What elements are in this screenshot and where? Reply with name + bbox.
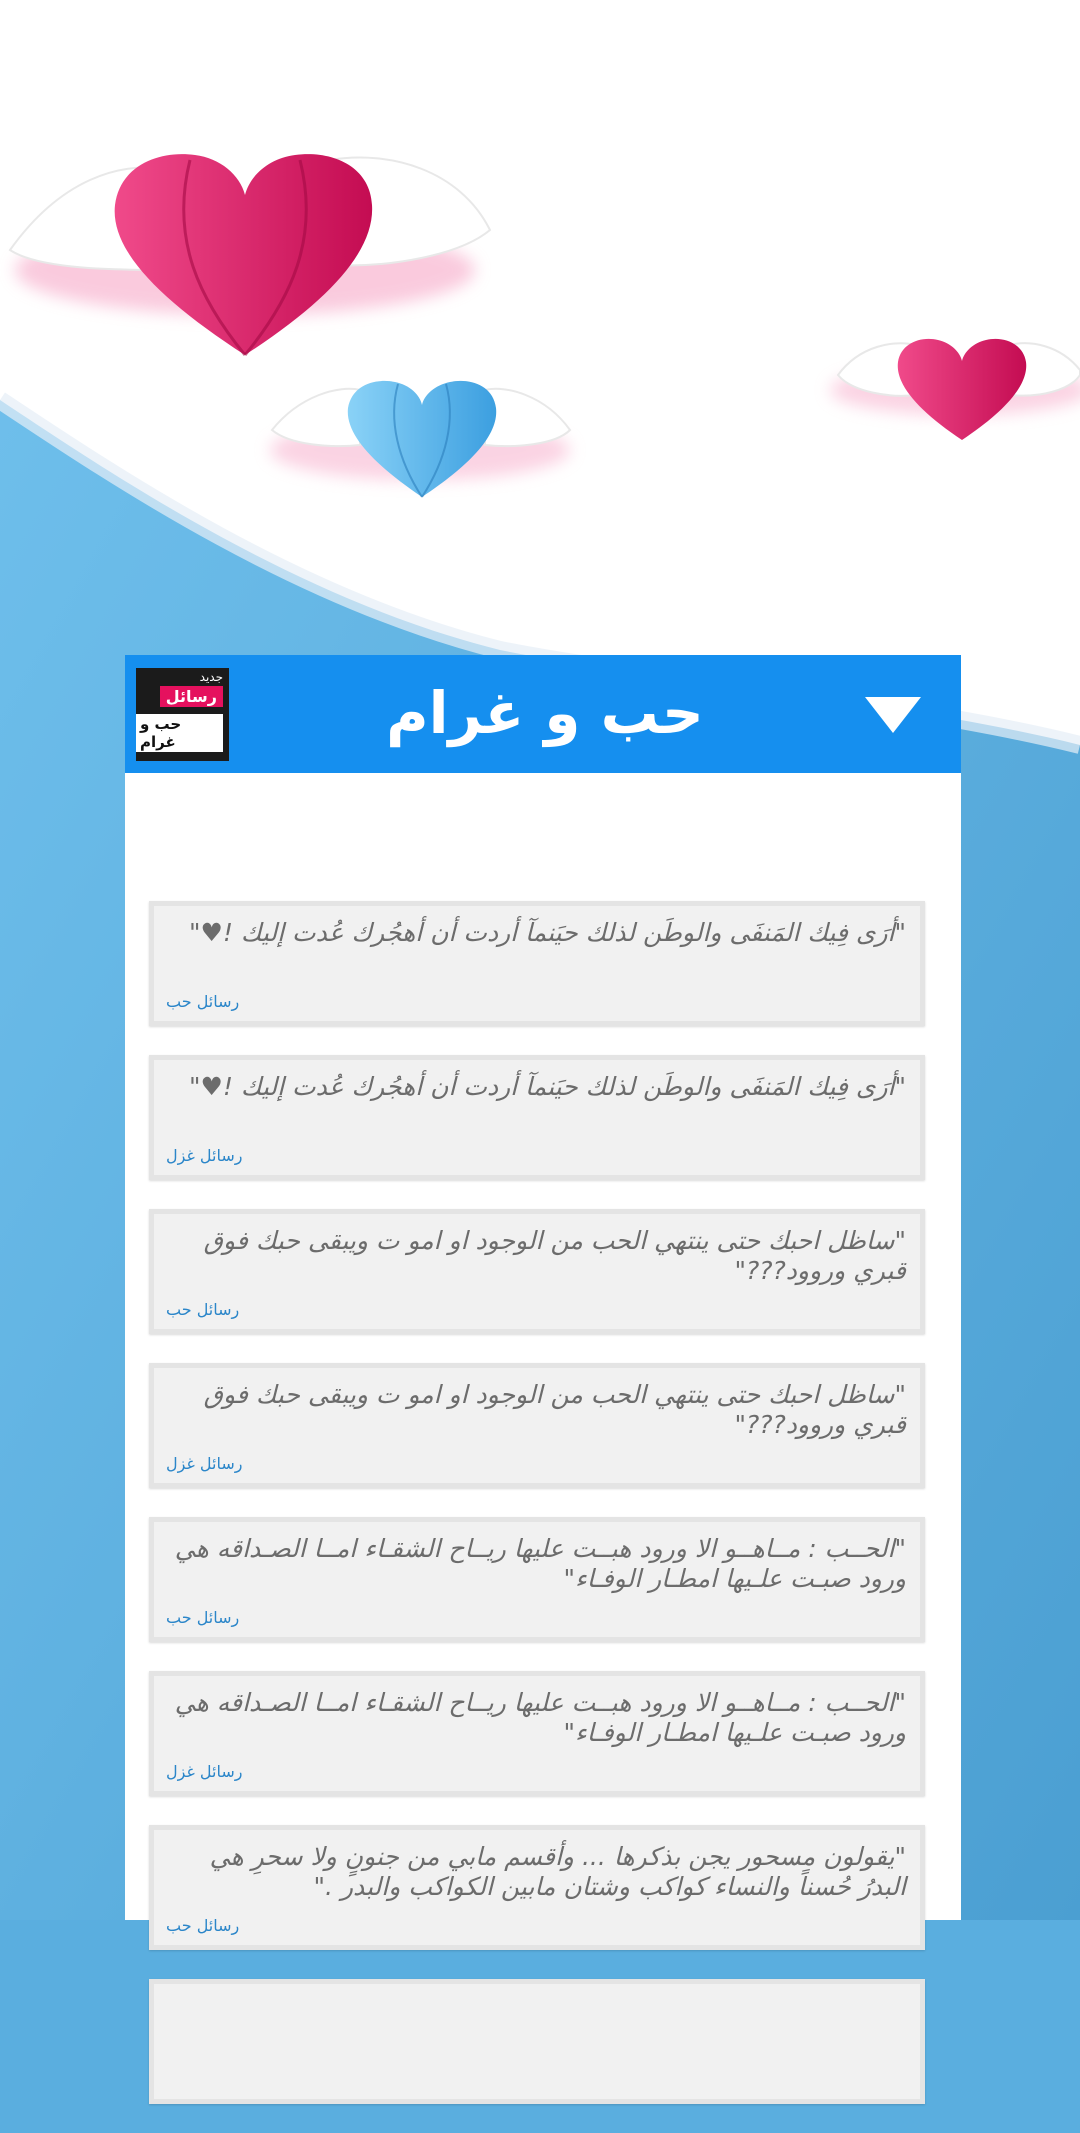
- message-text: "ساظل احبك حتى ينتهي الحب من الوجود او امو ت ويبقى حبك فوق قبري وروود???": [203, 1380, 906, 1439]
- message-text: "أرَى فِيك المَنفَى والوطَن لذلك حيَنمآ أردت أن أهجُرك عُدت إليك !♥": [189, 918, 906, 947]
- logo-new-label: جديد: [199, 670, 223, 684]
- message-text: "الحــب : مــاهــو الا ورود هبــت عليها ريــاح الشقـاء امــا الصـداقه هي ورود صبـت علـيها امطـار الوفـاء": [174, 1534, 906, 1593]
- logo-love-label: حب و غرام: [136, 714, 223, 752]
- message-card-partial[interactable]: [149, 1979, 925, 2104]
- message-text: "الحــب : مــاهــو الا ورود هبــت عليها ريــاح الشقـاء امــا الصـداقه هي ورود صبـت علـيها امطـار الوفـاء": [174, 1688, 906, 1747]
- app-bar: [125, 655, 961, 773]
- message-category[interactable]: رسائل غزل: [166, 1454, 243, 1473]
- message-category[interactable]: رسائل غزل: [166, 1762, 243, 1781]
- message-category[interactable]: رسائل حب: [166, 1608, 240, 1627]
- message-card[interactable]: [149, 1671, 925, 1796]
- app-title: حب و غرام: [386, 679, 704, 747]
- message-text: "يقولون مسحور يجن بذكرها ... وأقسم مابي من جنونٍ ولا سحرِ هي البدرُ حُسناً والنساء كواكب وشتان مابين الكواكب والبدر .": [209, 1842, 906, 1901]
- message-text: "ساظل احبك حتى ينتهي الحب من الوجود او امو ت ويبقى حبك فوق قبري وروود???": [203, 1226, 906, 1285]
- message-category[interactable]: رسائل حب: [166, 1300, 240, 1319]
- message-card[interactable]: [149, 1209, 925, 1334]
- triangle-down-icon[interactable]: [863, 695, 923, 735]
- message-card[interactable]: [149, 1825, 925, 1950]
- message-card[interactable]: [149, 1363, 925, 1488]
- message-list: [149, 901, 937, 2133]
- message-card[interactable]: [149, 901, 925, 1026]
- message-category[interactable]: رسائل حب: [166, 1916, 240, 1935]
- message-category[interactable]: رسائل حب: [166, 992, 240, 1011]
- logo-messages-label: رسائل: [160, 686, 223, 707]
- app-logo[interactable]: [136, 668, 229, 761]
- message-category[interactable]: رسائل غزل: [166, 1146, 243, 1165]
- app-panel: [125, 655, 961, 1935]
- message-card[interactable]: [149, 1055, 925, 1180]
- message-text: "أرَى فِيك المَنفَى والوطَن لذلك حيَنمآ أردت أن أهجُرك عُدت إليك !♥": [189, 1072, 906, 1101]
- message-card[interactable]: [149, 1517, 925, 1642]
